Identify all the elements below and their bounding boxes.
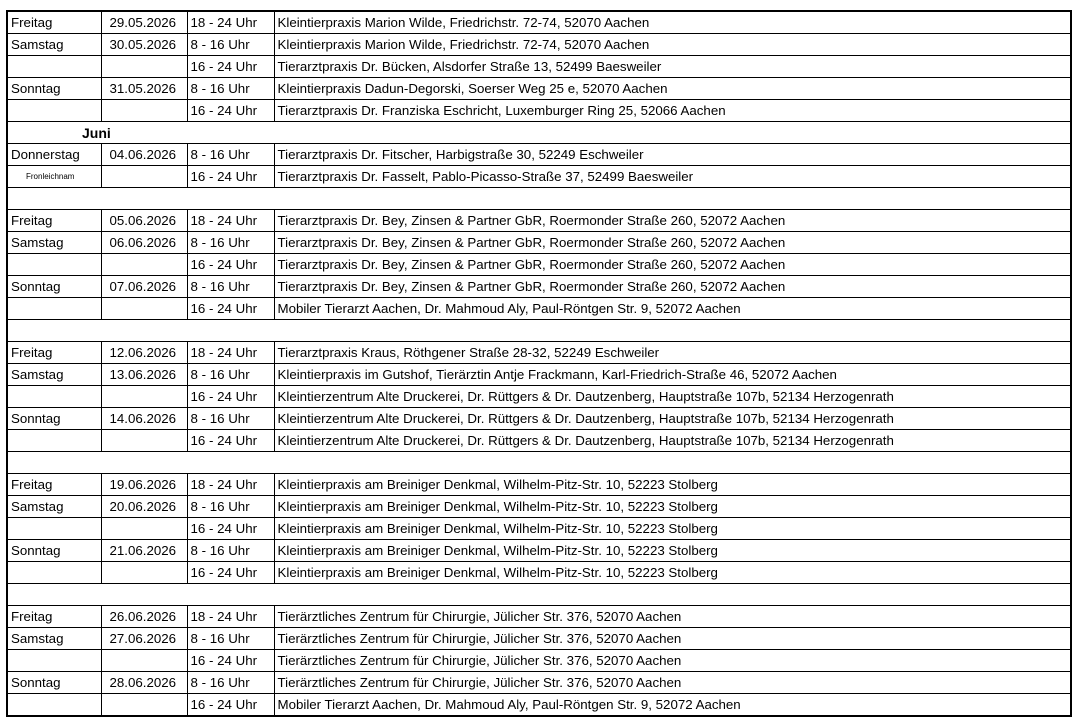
date-cell	[101, 650, 187, 672]
date-cell: 30.05.2026	[101, 34, 187, 56]
time-slot-cell: 16 - 24 Uhr	[187, 650, 274, 672]
weekday-cell	[7, 430, 101, 452]
time-slot-cell: 8 - 16 Uhr	[187, 496, 274, 518]
date-cell: 19.06.2026	[101, 474, 187, 496]
schedule-body	[7, 11, 1071, 716]
date-cell	[101, 100, 187, 122]
weekday-cell: Sonntag	[7, 672, 101, 694]
weekday-cell	[7, 56, 101, 78]
practice-cell: Tierärztliches Zentrum für Chirurgie, Jülicher Str. 376, 52070 Aachen	[274, 606, 1071, 628]
date-cell: 06.06.2026	[101, 232, 187, 254]
date-cell	[101, 430, 187, 452]
date-cell: 07.06.2026	[101, 276, 187, 298]
time-slot-cell: 8 - 16 Uhr	[187, 540, 274, 562]
time-slot-cell: 8 - 16 Uhr	[187, 364, 274, 386]
date-cell: 28.06.2026	[101, 672, 187, 694]
practice-cell: Tierarztpraxis Dr. Bey, Zinsen & Partner GbR, Roermonder Straße 260, 52072 Aachen	[274, 254, 1071, 276]
weekday-cell: Fronleichnam	[7, 166, 101, 188]
time-slot-cell: 8 - 16 Uhr	[187, 232, 274, 254]
date-cell: 27.06.2026	[101, 628, 187, 650]
practice-cell: Mobiler Tierarzt Aachen, Dr. Mahmoud Aly, Paul-Röntgen Str. 9, 52072 Aachen	[274, 694, 1071, 717]
weekday-cell: Freitag	[7, 606, 101, 628]
table-row	[7, 386, 1071, 408]
practice-cell: Tierarztpraxis Dr. Fasselt, Pablo-Picasso-Straße 37, 52499 Baesweiler	[274, 166, 1071, 188]
weekday-cell	[7, 694, 101, 717]
time-slot-cell: 18 - 24 Uhr	[187, 606, 274, 628]
weekday-cell	[7, 254, 101, 276]
weekday-cell: Sonntag	[7, 276, 101, 298]
date-cell: 31.05.2026	[101, 78, 187, 100]
weekday-cell: Freitag	[7, 474, 101, 496]
week-separator-row	[7, 584, 1071, 606]
table-row	[7, 518, 1071, 540]
time-slot-cell: 16 - 24 Uhr	[187, 430, 274, 452]
practice-cell: Tierärztliches Zentrum für Chirurgie, Jülicher Str. 376, 52070 Aachen	[274, 628, 1071, 650]
time-slot-cell: 16 - 24 Uhr	[187, 56, 274, 78]
practice-cell: Tierarztpraxis Kraus, Röthgener Straße 28-32, 52249 Eschweiler	[274, 342, 1071, 364]
table-row	[7, 100, 1071, 122]
time-slot-cell: 18 - 24 Uhr	[187, 474, 274, 496]
time-slot-cell: 18 - 24 Uhr	[187, 11, 274, 34]
table-row	[7, 78, 1071, 100]
practice-cell: Kleintierpraxis am Breiniger Denkmal, Wilhelm-Pitz-Str. 10, 52223 Stolberg	[274, 540, 1071, 562]
time-slot-cell: 8 - 16 Uhr	[187, 408, 274, 430]
table-row	[7, 540, 1071, 562]
weekday-cell	[7, 100, 101, 122]
time-slot-cell: 16 - 24 Uhr	[187, 166, 274, 188]
weekday-cell: Samstag	[7, 34, 101, 56]
practice-cell: Tierarztpraxis Dr. Bey, Zinsen & Partner GbR, Roermonder Straße 260, 52072 Aachen	[274, 210, 1071, 232]
date-cell: 13.06.2026	[101, 364, 187, 386]
practice-cell: Tierarztpraxis Dr. Bey, Zinsen & Partner GbR, Roermonder Straße 260, 52072 Aachen	[274, 276, 1071, 298]
date-cell: 04.06.2026	[101, 144, 187, 166]
weekday-cell: Sonntag	[7, 408, 101, 430]
date-cell: 20.06.2026	[101, 496, 187, 518]
table-row	[7, 298, 1071, 320]
weekday-cell: Samstag	[7, 628, 101, 650]
date-cell: 21.06.2026	[101, 540, 187, 562]
weekday-cell: Donnerstag	[7, 144, 101, 166]
practice-cell: Tierarztpraxis Dr. Bey, Zinsen & Partner GbR, Roermonder Straße 260, 52072 Aachen	[274, 232, 1071, 254]
practice-cell: Tierärztliches Zentrum für Chirurgie, Jülicher Str. 376, 52070 Aachen	[274, 650, 1071, 672]
table-row	[7, 210, 1071, 232]
date-cell: 29.05.2026	[101, 11, 187, 34]
time-slot-cell: 16 - 24 Uhr	[187, 562, 274, 584]
practice-cell: Kleintierzentrum Alte Druckerei, Dr. Rüttgers & Dr. Dautzenberg, Hauptstraße 107b, 52134 Herzogenrath	[274, 386, 1071, 408]
weekday-cell	[7, 650, 101, 672]
practice-cell: Kleintierpraxis am Breiniger Denkmal, Wilhelm-Pitz-Str. 10, 52223 Stolberg	[274, 474, 1071, 496]
date-cell: 14.06.2026	[101, 408, 187, 430]
date-cell	[101, 298, 187, 320]
practice-cell: Kleintierpraxis am Breiniger Denkmal, Wilhelm-Pitz-Str. 10, 52223 Stolberg	[274, 518, 1071, 540]
table-row	[7, 34, 1071, 56]
weekday-cell	[7, 562, 101, 584]
practice-cell: Kleintierzentrum Alte Druckerei, Dr. Rüttgers & Dr. Dautzenberg, Hauptstraße 107b, 52134 Herzogenrath	[274, 408, 1071, 430]
table-row	[7, 144, 1071, 166]
week-separator	[7, 188, 1071, 210]
table-row	[7, 11, 1071, 34]
table-row	[7, 430, 1071, 452]
time-slot-cell: 8 - 16 Uhr	[187, 78, 274, 100]
table-row	[7, 232, 1071, 254]
time-slot-cell: 8 - 16 Uhr	[187, 34, 274, 56]
practice-cell: Kleintierpraxis Marion Wilde, Friedrichstr. 72-74, 52070 Aachen	[274, 34, 1071, 56]
practice-cell: Kleintierpraxis im Gutshof, Tierärztin Antje Frackmann, Karl-Friedrich-Straße 46, 52072 Aachen	[274, 364, 1071, 386]
table-row	[7, 254, 1071, 276]
practice-cell: Kleintierpraxis am Breiniger Denkmal, Wilhelm-Pitz-Str. 10, 52223 Stolberg	[274, 496, 1071, 518]
table-row	[7, 628, 1071, 650]
time-slot-cell: 16 - 24 Uhr	[187, 386, 274, 408]
date-cell	[101, 518, 187, 540]
month-header-row	[7, 122, 1071, 144]
date-cell: 26.06.2026	[101, 606, 187, 628]
date-cell: 12.06.2026	[101, 342, 187, 364]
table-row	[7, 606, 1071, 628]
week-separator	[7, 584, 1071, 606]
date-cell	[101, 56, 187, 78]
weekday-cell: Sonntag	[7, 78, 101, 100]
table-row	[7, 694, 1071, 717]
time-slot-cell: 8 - 16 Uhr	[187, 276, 274, 298]
time-slot-cell: 8 - 16 Uhr	[187, 628, 274, 650]
weekday-cell: Freitag	[7, 210, 101, 232]
practice-cell: Kleintierpraxis Dadun-Degorski, Soerser Weg 25 e, 52070 Aachen	[274, 78, 1071, 100]
table-row	[7, 408, 1071, 430]
week-separator-row	[7, 320, 1071, 342]
time-slot-cell: 18 - 24 Uhr	[187, 210, 274, 232]
weekday-cell: Samstag	[7, 232, 101, 254]
table-row	[7, 342, 1071, 364]
practice-cell: Tierarztpraxis Dr. Franziska Eschricht, Luxemburger Ring 25, 52066 Aachen	[274, 100, 1071, 122]
weekday-cell: Freitag	[7, 11, 101, 34]
date-cell	[101, 254, 187, 276]
date-cell	[101, 166, 187, 188]
table-row	[7, 364, 1071, 386]
week-separator-row	[7, 452, 1071, 474]
practice-cell: Tierarztpraxis Dr. Bücken, Alsdorfer Straße 13, 52499 Baesweiler	[274, 56, 1071, 78]
practice-cell: Kleintierpraxis am Breiniger Denkmal, Wilhelm-Pitz-Str. 10, 52223 Stolberg	[274, 562, 1071, 584]
practice-cell: Tierärztliches Zentrum für Chirurgie, Jülicher Str. 376, 52070 Aachen	[274, 672, 1071, 694]
table-row	[7, 562, 1071, 584]
date-cell: 05.06.2026	[101, 210, 187, 232]
practice-cell: Mobiler Tierarzt Aachen, Dr. Mahmoud Aly, Paul-Röntgen Str. 9, 52072 Aachen	[274, 298, 1071, 320]
emergency-service-schedule-table	[6, 10, 1072, 717]
table-row	[7, 672, 1071, 694]
date-cell	[101, 562, 187, 584]
month-heading: Juni	[7, 122, 1071, 144]
time-slot-cell: 16 - 24 Uhr	[187, 100, 274, 122]
table-row	[7, 496, 1071, 518]
table-row	[7, 276, 1071, 298]
time-slot-cell: 8 - 16 Uhr	[187, 144, 274, 166]
weekday-cell: Samstag	[7, 364, 101, 386]
week-separator	[7, 452, 1071, 474]
practice-cell: Kleintierpraxis Marion Wilde, Friedrichstr. 72-74, 52070 Aachen	[274, 11, 1071, 34]
table-row	[7, 650, 1071, 672]
date-cell	[101, 386, 187, 408]
week-separator	[7, 320, 1071, 342]
time-slot-cell: 16 - 24 Uhr	[187, 518, 274, 540]
weekday-cell	[7, 518, 101, 540]
time-slot-cell: 16 - 24 Uhr	[187, 254, 274, 276]
table-row	[7, 56, 1071, 78]
weekday-cell: Freitag	[7, 342, 101, 364]
time-slot-cell: 8 - 16 Uhr	[187, 672, 274, 694]
date-cell	[101, 694, 187, 717]
time-slot-cell: 16 - 24 Uhr	[187, 694, 274, 717]
week-separator-row	[7, 188, 1071, 210]
weekday-cell: Sonntag	[7, 540, 101, 562]
weekday-cell	[7, 298, 101, 320]
weekday-cell: Samstag	[7, 496, 101, 518]
table-row	[7, 166, 1071, 188]
table-row	[7, 474, 1071, 496]
time-slot-cell: 18 - 24 Uhr	[187, 342, 274, 364]
time-slot-cell: 16 - 24 Uhr	[187, 298, 274, 320]
practice-cell: Tierarztpraxis Dr. Fitscher, Harbigstraße 30, 52249 Eschweiler	[274, 144, 1071, 166]
practice-cell: Kleintierzentrum Alte Druckerei, Dr. Rüttgers & Dr. Dautzenberg, Hauptstraße 107b, 52134 Herzogenrath	[274, 430, 1071, 452]
weekday-cell	[7, 386, 101, 408]
